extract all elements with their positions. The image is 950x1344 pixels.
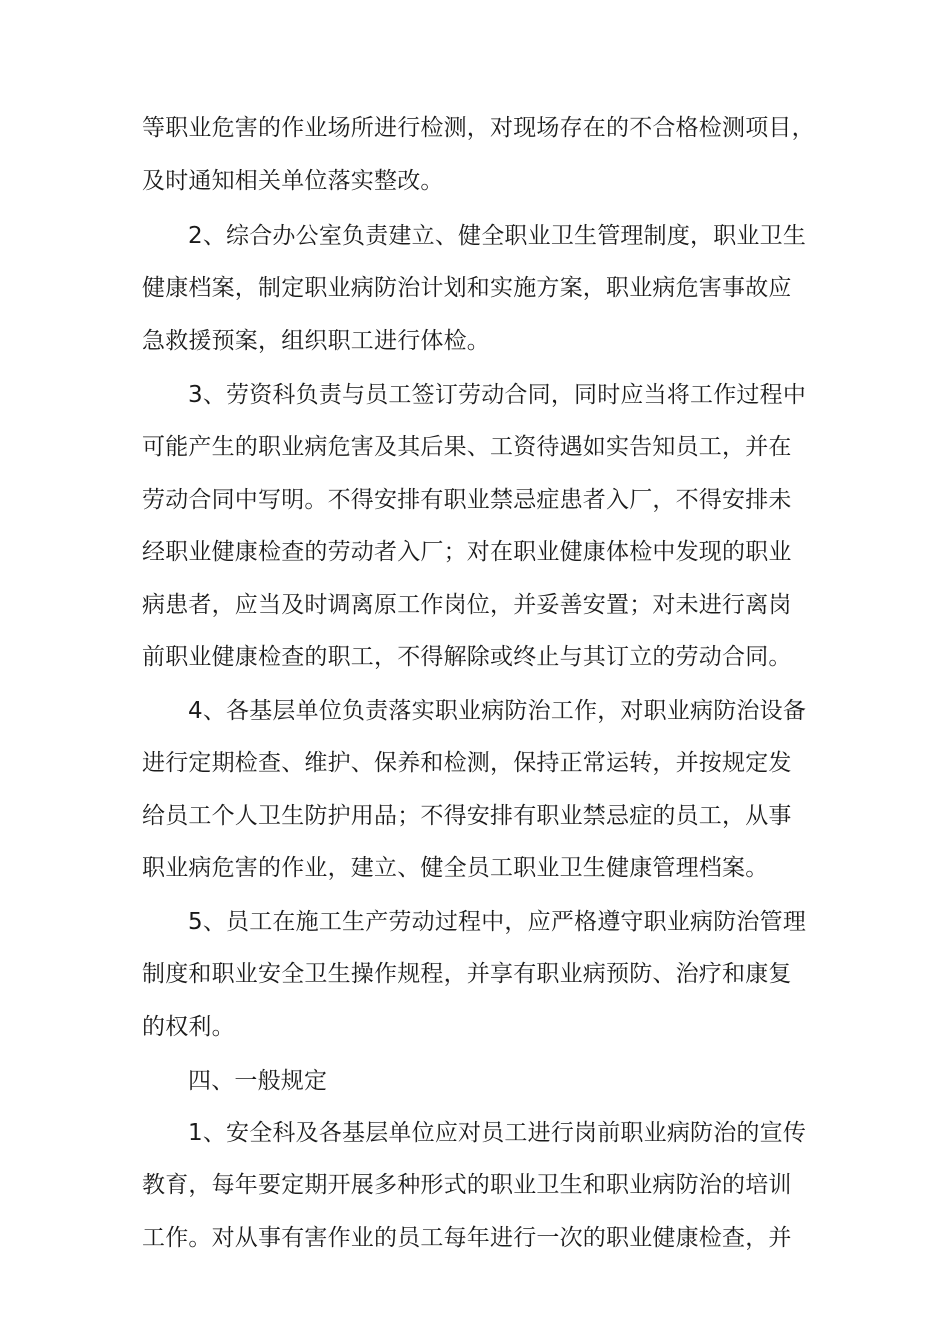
text-line: 可能产生的职业病危害及其后果、工资待遇如实告知员工，并在 xyxy=(142,434,792,460)
paragraph-1-start: 1、安全科及各基层单位应对员工进行岗前职业病防治的宣传 xyxy=(188,1120,807,1146)
text-line: 经职业健康检查的劳动者入厂；对在职业健康体检中发现的职业 xyxy=(142,539,792,565)
text-line: 急救援预案，组织职工进行体检。 xyxy=(142,328,490,354)
text-line: 制度和职业安全卫生操作规程，并享有职业病预防、治疗和康复 xyxy=(142,961,792,987)
paragraph-5-start: 5、员工在施工生产劳动过程中，应严格遵守职业病防治管理 xyxy=(188,909,807,935)
section-heading: 四、一般规定 xyxy=(188,1068,328,1094)
text-line: 给员工个人卫生防护用品；不得安排有职业禁忌症的员工，从事 xyxy=(142,803,792,829)
text-line: 的权利。 xyxy=(142,1014,235,1040)
text-line: 前职业健康检查的职工，不得解除或终止与其订立的劳动合同。 xyxy=(142,644,792,670)
text-line: 工作。对从事有害作业的员工每年进行一次的职业健康检查，并 xyxy=(142,1225,792,1251)
text-line: 等职业危害的作业场所进行检测，对现场存在的不合格检测项目， xyxy=(142,115,815,141)
text-line: 劳动合同中写明。不得安排有职业禁忌症患者入厂，不得安排未 xyxy=(142,487,792,513)
text-line: 进行定期检查、维护、保养和检测，保持正常运转，并按规定发 xyxy=(142,750,792,776)
text-line: 教育，每年要定期开展多种形式的职业卫生和职业病防治的培训 xyxy=(142,1172,792,1198)
paragraph-2-start: 2、综合办公室负责建立、健全职业卫生管理制度，职业卫生 xyxy=(188,223,807,249)
paragraph-4-start: 4、各基层单位负责落实职业病防治工作，对职业病防治设备 xyxy=(188,698,807,724)
text-line: 职业病危害的作业，建立、健全员工职业卫生健康管理档案。 xyxy=(142,855,769,881)
text-line: 及时通知相关单位落实整改。 xyxy=(142,168,444,194)
text-line: 病患者，应当及时调离原工作岗位，并妥善安置；对未进行离岗 xyxy=(142,592,792,618)
paragraph-3-start: 3、劳资科负责与员工签订劳动合同，同时应当将工作过程中 xyxy=(188,382,807,408)
text-line: 健康档案，制定职业病防治计划和实施方案，职业病危害事故应 xyxy=(142,275,792,301)
